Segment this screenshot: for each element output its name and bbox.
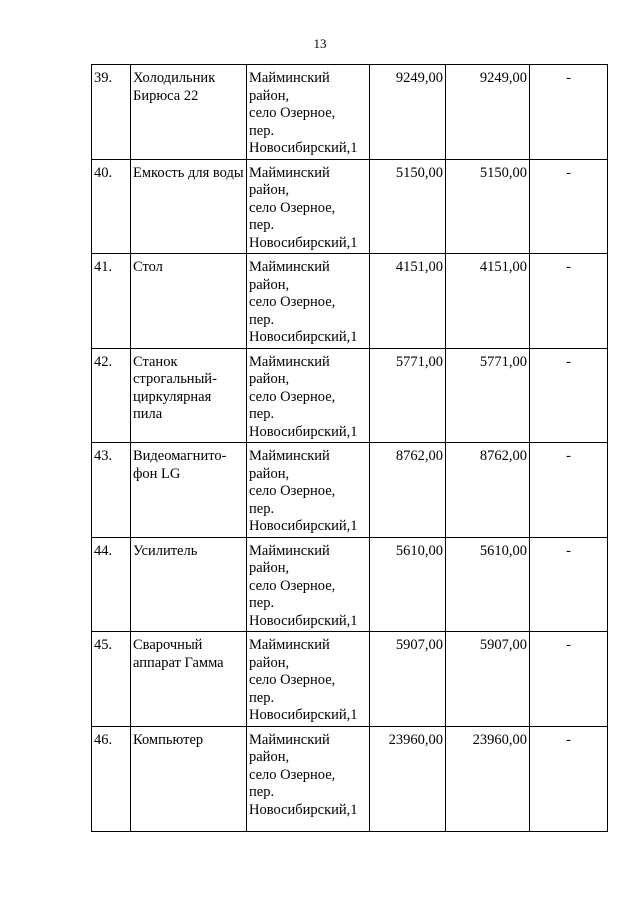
inventory-table-body [92, 65, 608, 832]
address-line: Майминский [249, 353, 330, 370]
address-line: Майминский [249, 731, 330, 748]
address-line: Майминский [249, 70, 330, 86]
address-line: Новосибирский,1 [249, 707, 358, 723]
row-number-cell: 40. [92, 159, 131, 254]
item-name-cell: Стол [131, 254, 247, 349]
row-number-cell: 42. [92, 348, 131, 443]
value-cell-2: 23960,00 [446, 726, 530, 831]
value-cell-1: 8762,00 [370, 443, 446, 538]
address-line: район, [249, 749, 290, 765]
address-cell [247, 632, 370, 727]
item-name-cell: Станок строгальный-циркулярная пила [131, 348, 247, 443]
address-cell [247, 443, 370, 538]
address-line: район, [249, 276, 290, 293]
address-line: Новосибирский,1 [249, 140, 358, 156]
address-line: Майминский [249, 164, 330, 181]
value-cell-2: 5150,00 [446, 159, 530, 254]
note-cell: - [530, 254, 608, 349]
value-cell-1: 5150,00 [370, 159, 446, 254]
item-name-cell: Усилитель [131, 537, 247, 632]
note-cell: - [530, 632, 608, 727]
address-line: район, [249, 654, 290, 671]
item-name-cell: Видеомагнито-фон LG [131, 443, 247, 538]
address-line: село Озерное, [249, 483, 336, 499]
address-line: пер. [249, 689, 275, 706]
item-name-cell: Компьютер [131, 726, 247, 831]
row-number-cell: 44. [92, 537, 131, 632]
value-cell-2: 9249,00 [446, 65, 530, 160]
row-number-cell: 41. [92, 254, 131, 349]
address-cell [247, 537, 370, 632]
address-line: Майминский [249, 637, 330, 653]
address-cell [247, 348, 370, 443]
address-line: село Озерное, [249, 294, 336, 310]
value-cell-2: 8762,00 [446, 443, 530, 538]
inventory-table [91, 64, 608, 832]
note-cell: - [530, 348, 608, 443]
value-cell-1: 5907,00 [370, 632, 446, 727]
address-line: пер. [249, 122, 275, 139]
address-line: пер. [249, 595, 275, 611]
address-cell [247, 159, 370, 254]
address-line: пер. [249, 406, 275, 422]
address-line: пер. [249, 217, 275, 233]
note-cell: - [530, 537, 608, 632]
table-row [92, 159, 608, 254]
note-cell: - [530, 159, 608, 254]
address-line: Новосибирский,1 [249, 801, 358, 818]
address-line: пер. [249, 784, 275, 800]
note-cell: - [530, 443, 608, 538]
address-line: Новосибирский,1 [249, 234, 358, 251]
address-line: Новосибирский,1 [249, 423, 358, 440]
address-line: район, [249, 465, 290, 482]
value-cell-1: 5771,00 [370, 348, 446, 443]
value-cell-2: 5771,00 [446, 348, 530, 443]
value-cell-1: 9249,00 [370, 65, 446, 160]
address-line: район, [249, 87, 290, 104]
table-row [92, 348, 608, 443]
row-number-cell: 43. [92, 443, 131, 538]
item-name-cell: Сварочный аппарат Гамма [131, 632, 247, 727]
table-row [92, 254, 608, 349]
table-row [92, 65, 608, 160]
table-row [92, 726, 608, 831]
note-cell: - [530, 726, 608, 831]
address-line: село Озерное, [249, 577, 336, 594]
address-cell [247, 726, 370, 831]
item-name-cell: Емкость для воды [131, 159, 247, 254]
address-line: район, [249, 560, 290, 576]
address-line: пер. [249, 500, 275, 517]
address-line: село Озерное, [249, 199, 336, 216]
address-line: село Озерное, [249, 105, 336, 121]
table-row [92, 537, 608, 632]
value-cell-2: 4151,00 [446, 254, 530, 349]
value-cell-1: 4151,00 [370, 254, 446, 349]
address-line: Новосибирский,1 [249, 329, 358, 345]
address-line: район, [249, 371, 290, 387]
item-name-cell: Холодильник Бирюса 22 [131, 65, 247, 160]
value-cell-2: 5907,00 [446, 632, 530, 727]
address-cell [247, 254, 370, 349]
address-line: Майминский [249, 448, 330, 464]
address-line: Майминский [249, 259, 330, 275]
address-line: село Озерное, [249, 672, 336, 688]
note-cell: - [530, 65, 608, 160]
address-line: район, [249, 182, 290, 198]
value-cell-1: 5610,00 [370, 537, 446, 632]
address-line: Новосибирский,1 [249, 612, 358, 629]
value-cell-1: 23960,00 [370, 726, 446, 831]
row-number-cell: 39. [92, 65, 131, 160]
address-line: село Озерное, [249, 766, 336, 783]
address-line: Майминский [249, 542, 330, 559]
table-row [92, 632, 608, 727]
address-line: Новосибирский,1 [249, 518, 358, 534]
address-line: село Озерное, [249, 388, 336, 405]
row-number-cell: 45. [92, 632, 131, 727]
address-line: пер. [249, 311, 275, 328]
value-cell-2: 5610,00 [446, 537, 530, 632]
address-cell [247, 65, 370, 160]
page-number: 13 [313, 36, 327, 51]
table-row [92, 443, 608, 538]
row-number-cell: 46. [92, 726, 131, 831]
